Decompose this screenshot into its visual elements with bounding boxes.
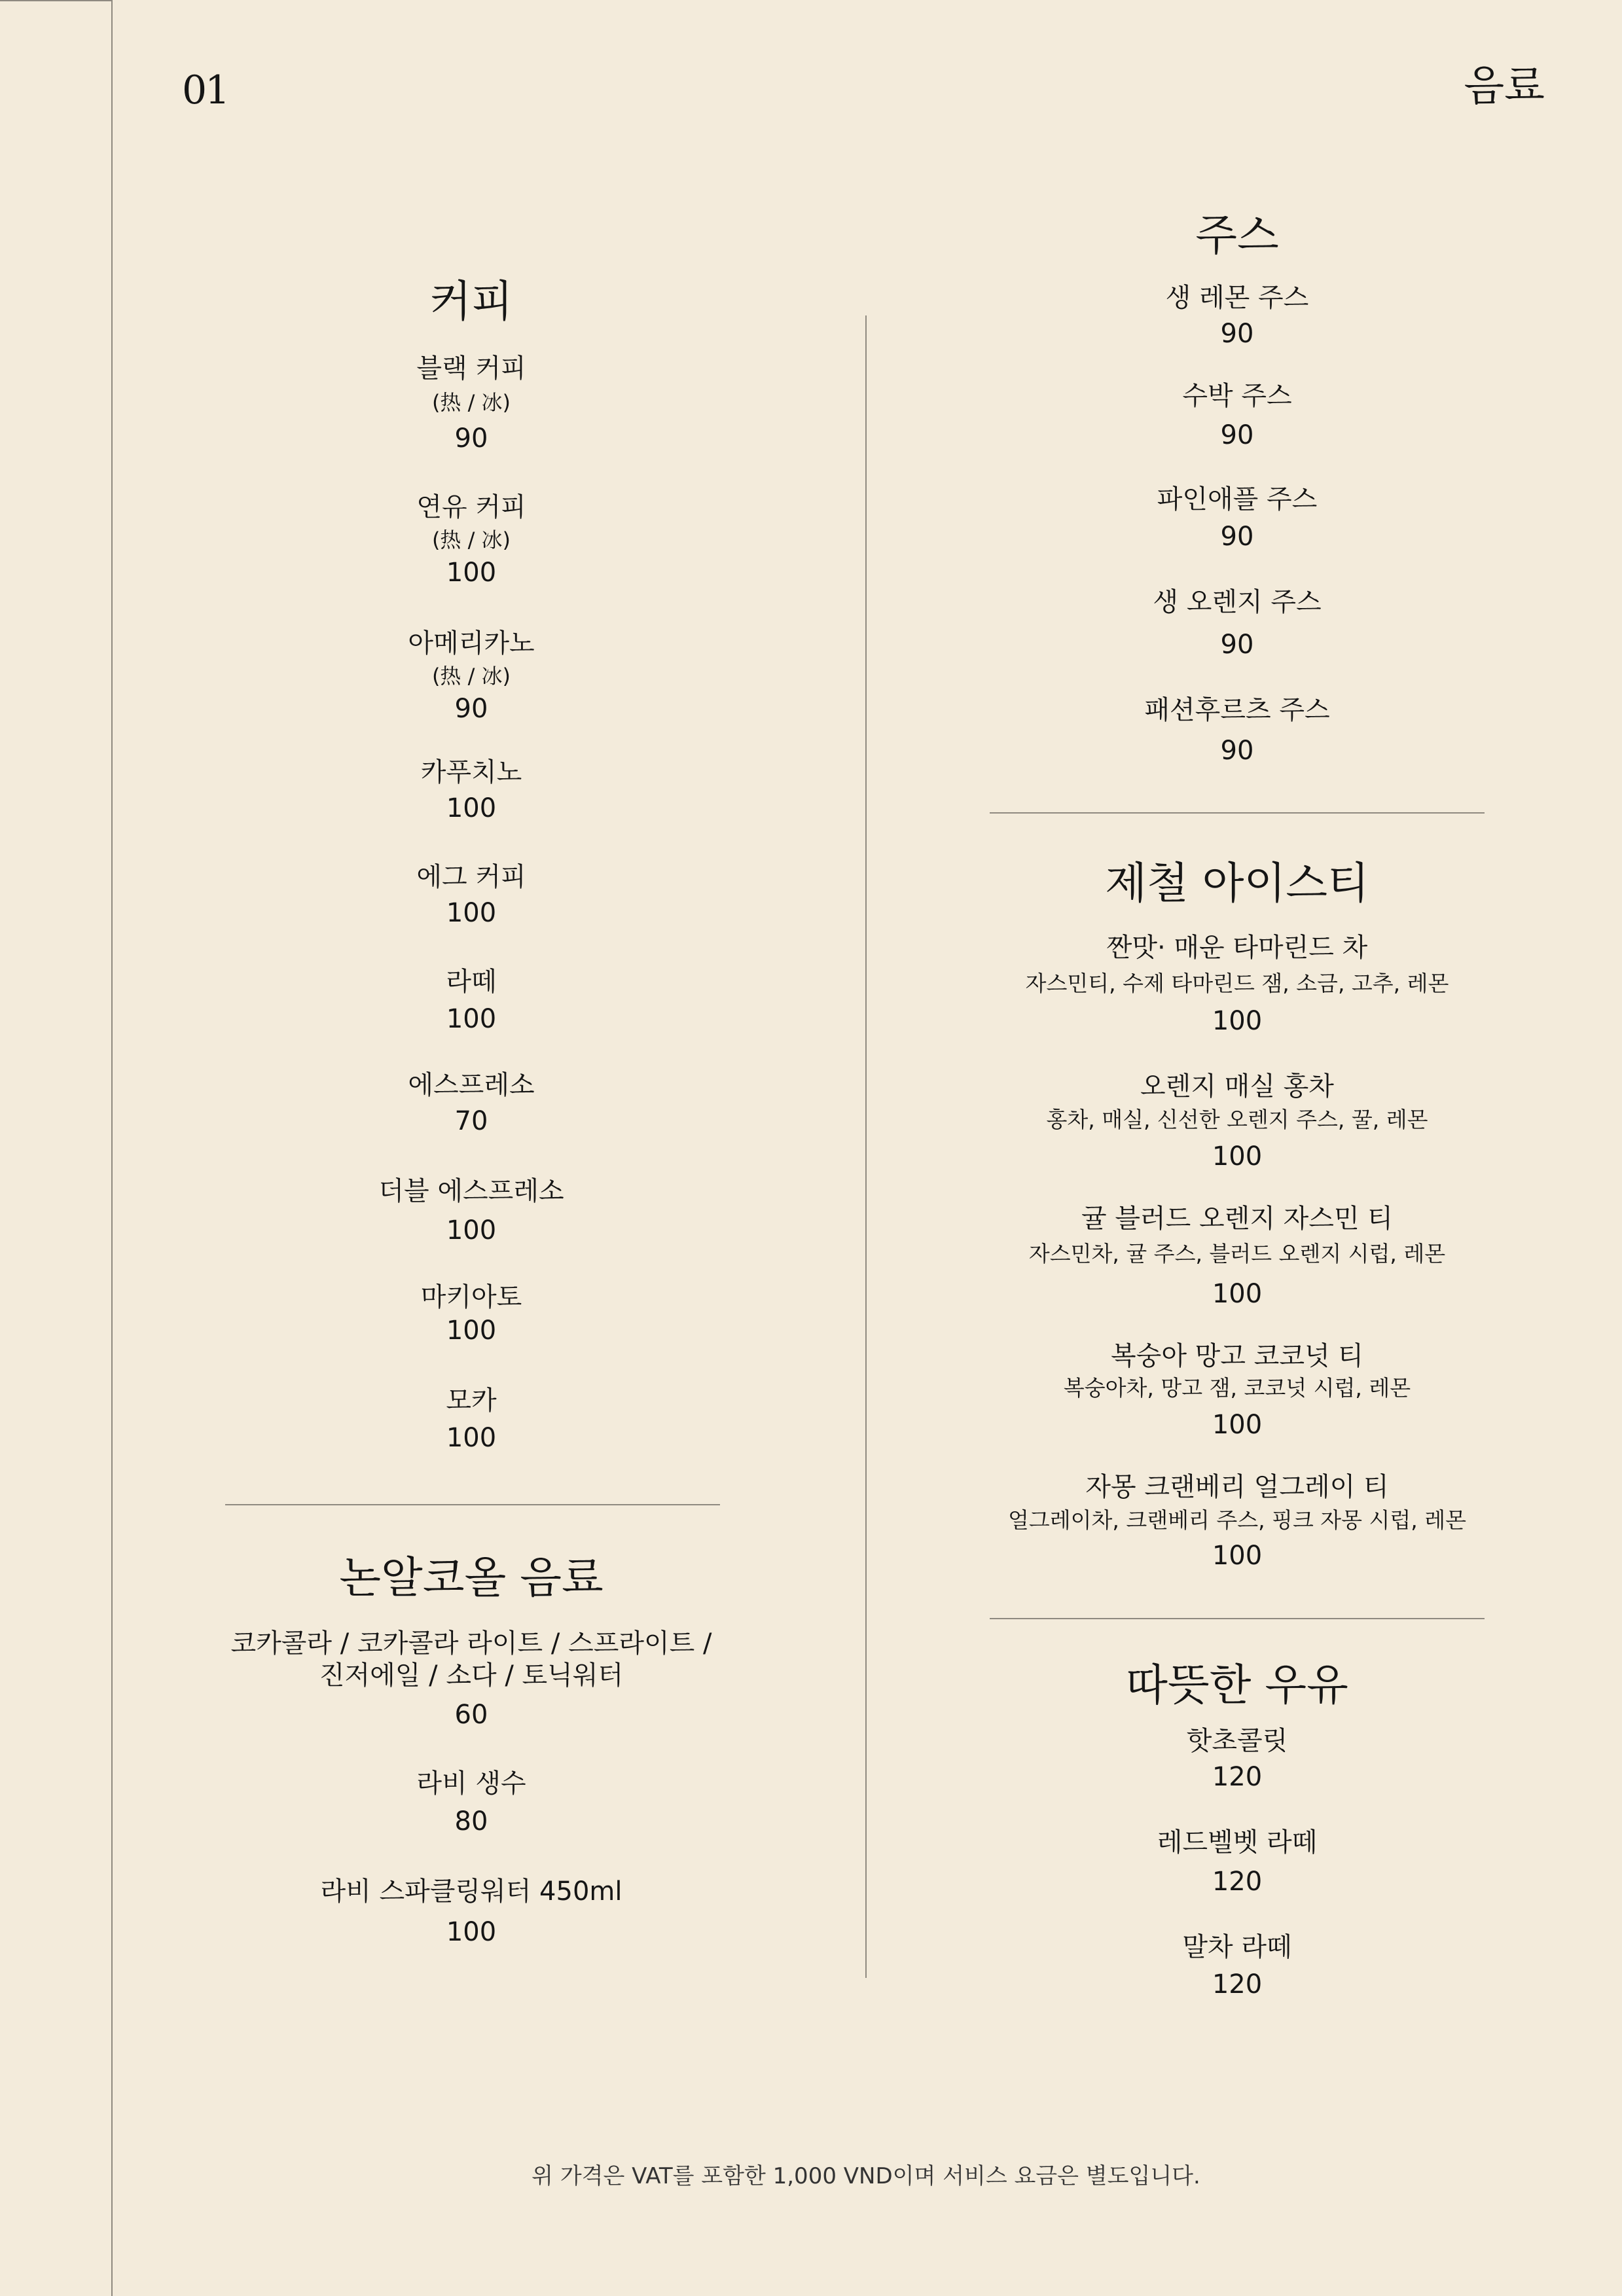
item-note: (热 / 冰) (431, 664, 511, 689)
item-price: 120 (1212, 1762, 1263, 1792)
column-divider (865, 315, 867, 1978)
iced-tea-title: 제철 아이스티 (1105, 858, 1369, 908)
item-price: 100 (446, 558, 497, 588)
item-note: (热 / 冰) (431, 528, 511, 552)
item-price: 100 (1212, 1541, 1263, 1571)
item-name: 라비 스파클링워터 450ml (320, 1876, 622, 1907)
item-price: 90 (454, 694, 488, 724)
item-price: 100 (1212, 1006, 1263, 1036)
item-name: 블랙 커피 (416, 353, 526, 384)
footer-note: 위 가격은 VAT를 포함한 1,000 VND이며 서비스 요금은 별도입니다. (532, 2163, 1200, 2189)
item-description: 홍차, 매실, 신선한 오렌지 주스, 꿀, 레몬 (1046, 1107, 1428, 1132)
item-price: 90 (1220, 736, 1254, 766)
item-price: 100 (1212, 1279, 1263, 1309)
juice-title: 주스 (1195, 210, 1279, 260)
item-price: 80 (454, 1806, 488, 1837)
item-name-line2: 진저에일 / 소다 / 토닉워터 (319, 1660, 624, 1691)
section-divider-juice (990, 812, 1485, 814)
item-name: 에스프레소 (408, 1070, 535, 1100)
item-name: 라비 생수 (416, 1768, 526, 1799)
item-name: 에그 커피 (416, 862, 526, 892)
item-name: 생 오렌지 주스 (1153, 587, 1322, 617)
item-name: 아메리카노 (408, 628, 535, 658)
item-name: 말차 라떼 (1182, 1932, 1292, 1962)
item-description: 얼그레이차, 크랜베리 주스, 핑크 자몽 시럽, 레몬 (1007, 1507, 1467, 1533)
item-price: 90 (1220, 522, 1254, 552)
item-name: 라떼 (446, 967, 497, 997)
warm-milk-title: 따뜻한 우유 (1126, 1660, 1348, 1710)
item-name: 귤 블러드 오렌지 자스민 티 (1081, 1204, 1393, 1234)
item-name: 레드벨벳 라떼 (1157, 1827, 1318, 1857)
item-price: 90 (454, 423, 488, 454)
item-price: 100 (446, 1316, 497, 1346)
item-description: 자스민차, 귤 주스, 블러드 오렌지 시럽, 레몬 (1028, 1241, 1446, 1266)
non-alcoholic-title: 논알코올 음료 (339, 1552, 604, 1603)
page-title: 음료 (1464, 62, 1545, 111)
item-name: 복숭아 망고 코코넛 티 (1111, 1341, 1363, 1371)
item-price: 120 (1212, 1867, 1263, 1897)
item-price: 120 (1212, 1969, 1263, 2000)
item-price: 100 (446, 793, 497, 823)
item-name: 핫초콜릿 (1186, 1726, 1288, 1756)
page-number: 01 (182, 67, 228, 113)
item-name: 연유 커피 (416, 492, 526, 522)
item-price: 70 (454, 1106, 488, 1136)
item-name: 자몽 크랜베리 얼그레이 티 (1085, 1472, 1389, 1502)
item-price: 100 (446, 898, 497, 928)
item-note: (热 / 冰) (431, 390, 511, 415)
item-description: 복숭아차, 망고 잼, 코코넛 시럽, 레몬 (1063, 1375, 1411, 1401)
item-name: 짠맛· 매운 타마린드 차 (1106, 933, 1368, 963)
item-name: 수박 주스 (1182, 381, 1292, 411)
top-edge-line (0, 0, 111, 1)
item-price: 100 (446, 1004, 497, 1034)
item-price: 100 (446, 1917, 497, 1947)
item-name: 생 레몬 주스 (1165, 283, 1309, 313)
item-name: 파인애플 주스 (1157, 484, 1318, 514)
item-price: 90 (1220, 420, 1254, 450)
item-name: 오렌지 매실 홍차 (1140, 1071, 1334, 1102)
item-name: 패션후르츠 주스 (1144, 695, 1330, 725)
item-name: 모카 (446, 1386, 497, 1416)
left-margin-line (111, 0, 113, 2296)
item-price: 90 (1220, 319, 1254, 349)
section-divider-iced-tea (990, 1618, 1485, 1619)
item-name: 더블 에스프레소 (378, 1176, 564, 1206)
item-price: 100 (446, 1423, 497, 1453)
item-description: 자스민티, 수제 타마린드 잼, 소금, 고추, 레몬 (1025, 971, 1449, 996)
item-name-line1: 코카콜라 / 코카콜라 라이트 / 스프라이트 / (230, 1628, 712, 1659)
item-price: 60 (454, 1700, 488, 1730)
item-name: 카푸치노 (420, 757, 522, 787)
item-price: 100 (1212, 1141, 1263, 1172)
item-price: 90 (1220, 630, 1254, 660)
item-price: 100 (1212, 1410, 1263, 1440)
item-name: 마키아토 (420, 1282, 522, 1312)
item-price: 100 (446, 1215, 497, 1246)
section-divider-coffee (225, 1504, 720, 1505)
coffee-title: 커피 (429, 276, 513, 327)
